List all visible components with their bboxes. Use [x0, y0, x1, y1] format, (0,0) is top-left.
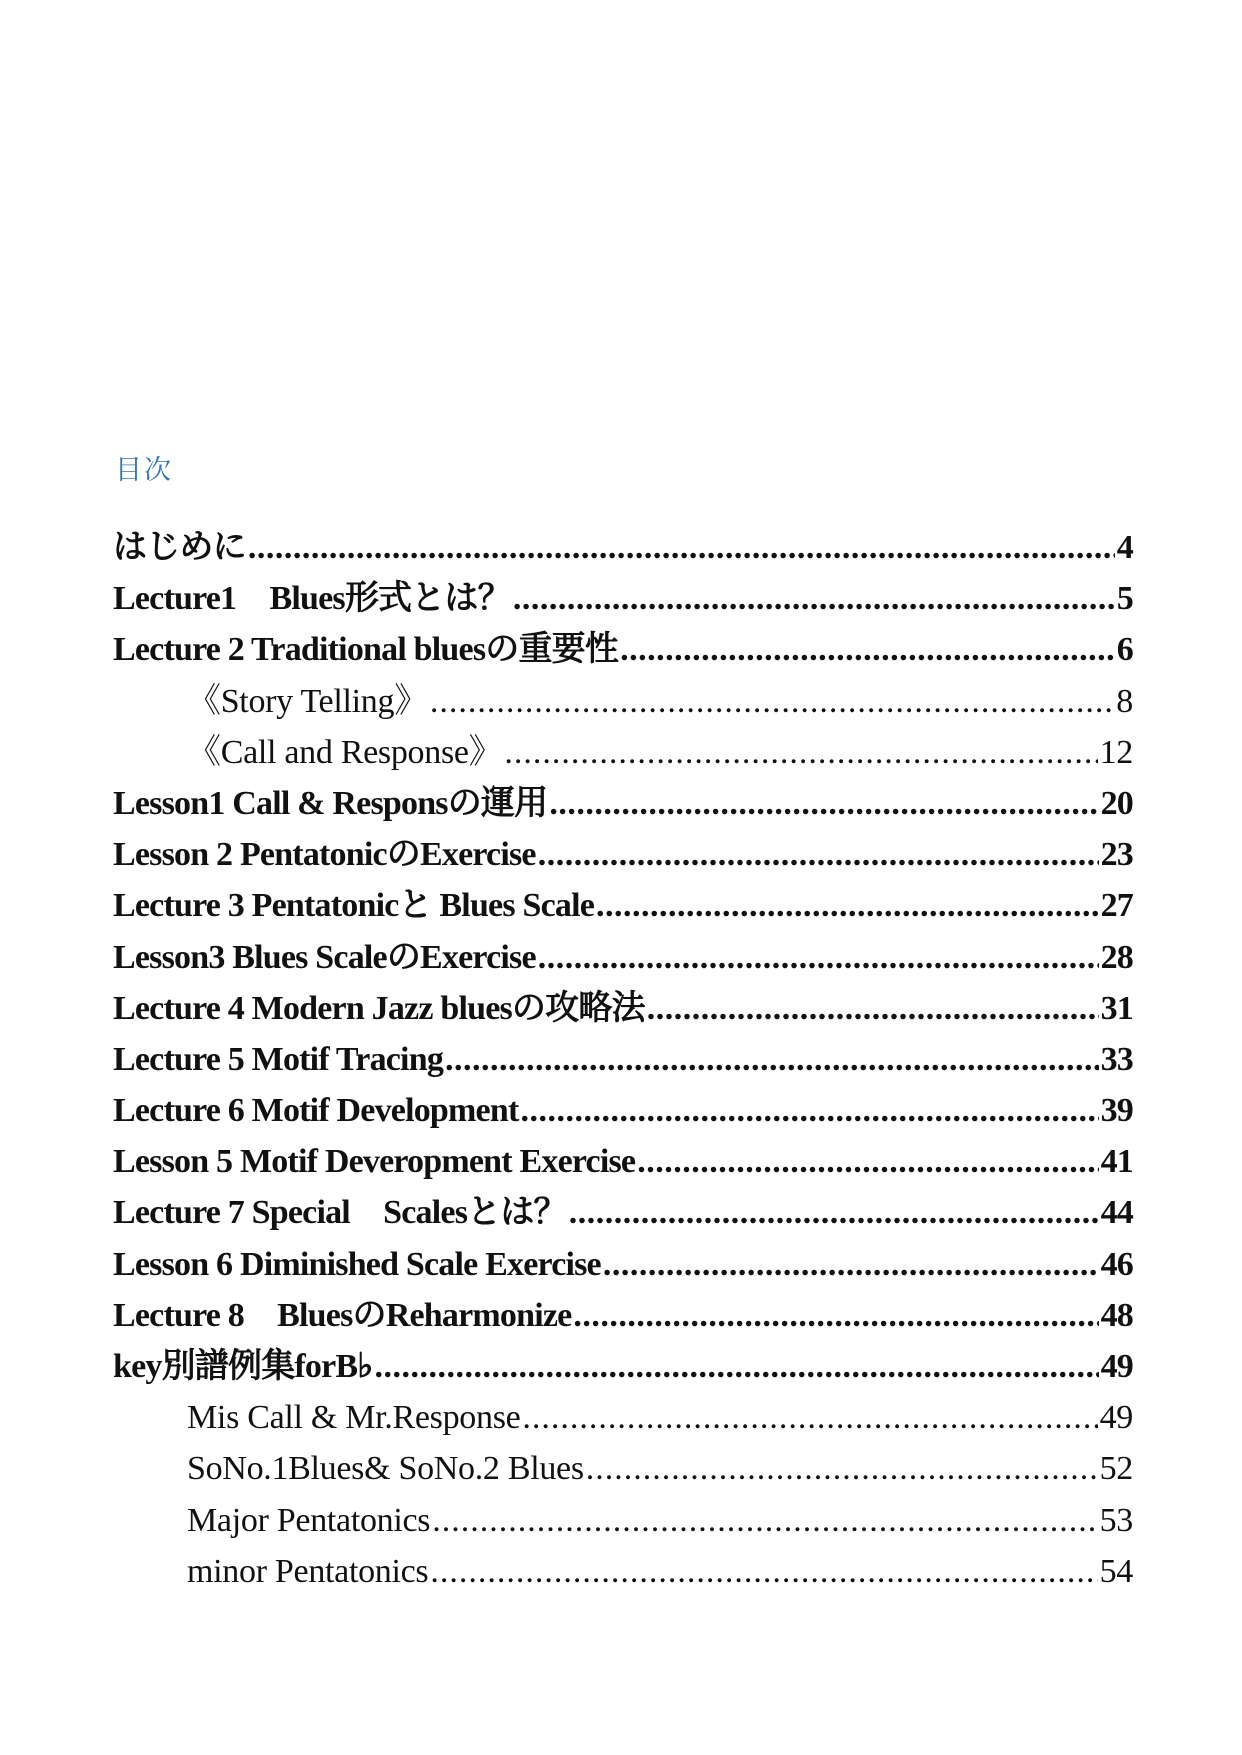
- toc-page-number: 33: [1100, 1040, 1133, 1078]
- toc-entry[interactable]: [113, 983, 1133, 1034]
- toc-entry-label: 《Call and Response》: [187, 733, 503, 771]
- toc-entry-label: Lecture 5 Motif Tracing: [113, 1040, 444, 1078]
- toc-entry[interactable]: [113, 676, 1133, 727]
- toc-page-number: 5: [1116, 580, 1133, 618]
- toc-entry[interactable]: [113, 1187, 1133, 1238]
- toc-entry-label: Lecture 8 BluesのReharmonize: [113, 1296, 572, 1334]
- toc-page-number: 46: [1100, 1245, 1133, 1283]
- toc-entry-label: minor Pentatonics: [187, 1552, 429, 1590]
- toc-entry[interactable]: [113, 727, 1133, 778]
- toc-page-number: 41: [1100, 1143, 1133, 1181]
- toc-entry[interactable]: [113, 1392, 1133, 1443]
- toc-dot-leader: [637, 1136, 1098, 1187]
- toc-page-number: 31: [1100, 989, 1133, 1027]
- toc-dot-leader: [445, 1034, 1099, 1085]
- toc-page-number: 39: [1100, 1092, 1133, 1130]
- toc-page-number: 4: [1116, 529, 1133, 566]
- table-of-contents: [113, 522, 1133, 1597]
- toc-dot-leader: [603, 1239, 1099, 1290]
- toc-dot-leader: [430, 676, 1114, 727]
- toc-page-number: 48: [1100, 1296, 1133, 1334]
- toc-dot-leader: [549, 778, 1098, 829]
- toc-dot-leader: [432, 1495, 1097, 1546]
- toc-entry[interactable]: [113, 624, 1133, 675]
- toc-dot-leader: [569, 1187, 1099, 1238]
- toc-dot-leader: [620, 624, 1115, 675]
- toc-entry-label: key別譜例集forB♭: [113, 1348, 373, 1385]
- toc-page-number: 28: [1100, 938, 1133, 976]
- toc-page-number: 44: [1100, 1194, 1133, 1232]
- toc-entry-label: Lecture 6 Motif Development: [113, 1092, 519, 1130]
- toc-entry[interactable]: [113, 1443, 1133, 1494]
- toc-entry-label: Major Pentatonics: [187, 1501, 431, 1539]
- toc-page-number: 27: [1100, 887, 1133, 925]
- toc-entry[interactable]: [113, 573, 1133, 624]
- toc-dot-leader: [586, 1443, 1098, 1494]
- toc-dot-leader: [538, 829, 1099, 880]
- toc-entry[interactable]: [113, 1239, 1133, 1290]
- toc-heading: 目次: [115, 455, 173, 486]
- toc-entry-label: Lecture 2 Traditional bluesの重要性: [113, 631, 619, 669]
- toc-dot-leader: [504, 727, 1097, 778]
- toc-dot-leader: [573, 1290, 1098, 1341]
- toc-entry-label: はじめに: [113, 529, 246, 566]
- toc-entry-label: Lesson3 Blues ScaleのExercise: [113, 938, 536, 976]
- toc-entry-label: Lesson1 Call & Responsの運用: [113, 784, 548, 822]
- toc-entry[interactable]: [113, 1546, 1133, 1597]
- toc-dot-leader: [513, 573, 1115, 624]
- toc-entry[interactable]: [113, 829, 1133, 880]
- toc-entry-label: SoNo.1Blues& SoNo.2 Blues: [187, 1450, 584, 1488]
- toc-entry-label: Lecture 4 Modern Jazz bluesの攻略法: [113, 989, 645, 1027]
- toc-entry-label: Lesson 6 Diminished Scale Exercise: [113, 1245, 601, 1283]
- toc-dot-leader: [522, 1392, 1097, 1443]
- toc-dot-leader: [538, 932, 1099, 983]
- toc-entry-label: Mis Call & Mr.Response: [187, 1399, 521, 1437]
- toc-entry-label: Lesson 2 PentatonicのExercise: [113, 836, 536, 874]
- toc-entry-label: Lecture 3 Pentatonicと Blues Scale: [113, 887, 595, 925]
- toc-dot-leader: [596, 880, 1099, 931]
- toc-entry[interactable]: [113, 1085, 1133, 1136]
- toc-entry-label: Lecture1 Blues形式とは？: [113, 580, 511, 618]
- toc-page-number: 53: [1099, 1501, 1133, 1539]
- toc-page-number: 52: [1099, 1450, 1133, 1488]
- toc-entry[interactable]: [113, 932, 1133, 983]
- toc-entry-label: 《Story Telling》: [187, 682, 428, 720]
- toc-dot-leader: [520, 1085, 1098, 1136]
- toc-entry[interactable]: [113, 1341, 1133, 1392]
- toc-dot-leader: [647, 983, 1099, 1034]
- toc-page-number: 6: [1116, 631, 1133, 669]
- toc-entry-label: Lecture 7 Special Scalesとは？: [113, 1194, 567, 1232]
- toc-dot-leader: [375, 1341, 1099, 1392]
- toc-page-number: 54: [1099, 1552, 1133, 1590]
- toc-entry[interactable]: [113, 778, 1133, 829]
- toc-entry[interactable]: [113, 522, 1133, 573]
- toc-page-number: 49: [1100, 1348, 1133, 1385]
- toc-entry[interactable]: [113, 1495, 1133, 1546]
- toc-dot-leader: [430, 1546, 1097, 1597]
- toc-dot-leader: [248, 522, 1115, 573]
- toc-entry[interactable]: [113, 1034, 1133, 1085]
- toc-page-number: 20: [1100, 784, 1133, 822]
- toc-entry-label: Lesson 5 Motif Deveropment Exercise: [113, 1143, 636, 1181]
- toc-page-number: 8: [1116, 682, 1133, 720]
- toc-entry[interactable]: [113, 880, 1133, 931]
- toc-page-number: 23: [1100, 836, 1133, 874]
- toc-entry[interactable]: [113, 1136, 1133, 1187]
- toc-page-number: 49: [1099, 1399, 1133, 1437]
- toc-entry[interactable]: [113, 1290, 1133, 1341]
- toc-page-number: 12: [1099, 733, 1133, 771]
